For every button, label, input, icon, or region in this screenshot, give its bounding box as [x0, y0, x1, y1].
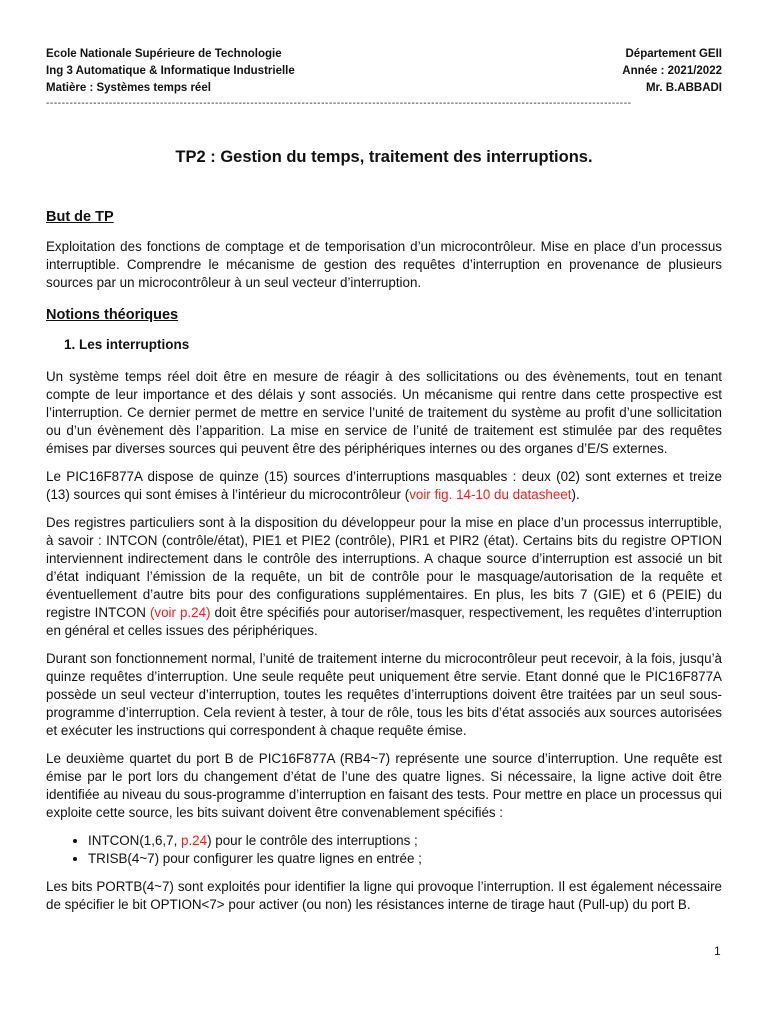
- header-subject: Matière : Systèmes temps réel: [46, 82, 211, 94]
- paragraph-3: [46, 514, 722, 640]
- page-24-reference-link[interactable]: (voir p.24): [149, 605, 211, 620]
- bullet-page-24-reference-link[interactable]: p.24: [181, 833, 208, 848]
- page-number: 1: [714, 944, 721, 958]
- header-left: [46, 46, 295, 97]
- paragraph-but: Exploitation des fonctions de comptage et de temporisation d’un microcontrôleur. Mise en place d’un processus interruptible. Comprendre le mécanisme de gestion des requêtes d’interruption en provenance de plusieurs sources par un microcontrôleur à un seul vecteur d’interruption.: [46, 239, 722, 290]
- header-year: Année : 2021/2022: [622, 65, 722, 77]
- header-author: Mr. B.ABBADI: [645, 82, 722, 94]
- paragraph-5: Le deuxième quartet du port B de PIC16F877A (RB4~7) représente une source d’interruption. Une requête est émise par le port lors du changement d’état de l’une des quatre lignes. Si nécessaire, la ligne active doit être identifiée au niveau du sous-programme d’interruption en faisant des tests. Pour mettre en place un processus qui exploite cette source, les bits suivant doivent être convenablement spécifiés :: [46, 751, 722, 820]
- list-item: [88, 832, 722, 850]
- paragraph-3-text-a: Des registres particuliers sont à la disposition du développeur pour la mise en place d’un processus interruptible, à savoir : INTCON (contrôle/état), PIE1 et PIE2 (contrôle), PIR1 et PIR2 (état). Certains bits du registre OPTION interviennent indirectement dans le contrôle des interruptions. A chaque source d’interruption est associé un bit d’état indiquant l’émission de la requête, un bit de contrôle pour le masquage/autorisation de la requête et éventuellement d’autre bits pour des configurations supplémentaires. En plus, les bits 7 (GIE) et 6 (PEIE) du registre INTCON: [46, 515, 722, 620]
- page-title: TP2 : Gestion du temps, traitement des interruptions.: [175, 148, 593, 166]
- header-school: Ecole Nationale Supérieure de Technologie: [46, 48, 282, 60]
- bullet-1-text-a: INTCON(1,6,7,: [88, 833, 182, 848]
- header-program: Ing 3 Automatique & Informatique Industrielle: [46, 65, 295, 77]
- list-item: • TRISB(4~7) pour configurer les quatre lignes en entrée ;: [88, 850, 722, 868]
- datasheet-reference-link[interactable]: voir fig. 14-10 du datasheet: [409, 487, 572, 502]
- section-heading-but: But de TP: [46, 209, 114, 225]
- document-body: [46, 208, 722, 924]
- bullet-1-text-b: ) pour le contrôle des interruptions ;: [207, 833, 418, 848]
- header-right: [622, 46, 722, 97]
- paragraph-2: [46, 468, 722, 504]
- bullet-list: [46, 832, 722, 868]
- subheading-interruptions: 1. Les interruptions: [64, 337, 190, 352]
- header-separator: -----------------------------------------------------------------------------------------------------------------------------------------------------: [46, 98, 632, 109]
- paragraph-1: Un système temps réel doit être en mesure de réagir à des sollicitations ou des évènements, tout en tenant compte de leur importance et des délais y sont associés. Un mécanisme qui rentre dans cette prospective est l’interruption. Ce dernier permet de mettre en service l’unité de traitement du système au profit d’une sollicitation ou d’un évènement dès l’apparition. La mise en service de l’unité de traitement est stimulée par des requêtes émises par diverses sources qui peuvent être des périphériques internes ou des organes d’E/S externes.: [46, 369, 722, 456]
- paragraph-2-text-b: ).: [571, 487, 580, 502]
- paragraph-4: Durant son fonctionnement normal, l’unité de traitement interne du microcontrôleur peut recevoir, à la fois, jusqu’à quinze requêtes d’interruption. Une seule requête peut uniquement être servie. Etant donné que le PIC16F877A possède un seul vecteur d’interruption, toutes les requêtes d’interruptions doivent être traitées par un seul sous-programme d’interruption. Cela revient à tester, à tour de rôle, tous les bits d’état associés aux sources autorisées et exécuter les instructions qui correspondent à chaque requête émise.: [46, 651, 722, 738]
- page-header: [46, 46, 722, 97]
- paragraph-6: Les bits PORTB(4~7) sont exploités pour identifier la ligne qui provoque l’interruption. Il est également nécessaire de spécifier le bit OPTION<7> pour activer (ou non) les résistances interne de tirage haut (Pull-up) du port B.: [46, 879, 722, 912]
- paragraph-2-text-a: Le PIC16F877A dispose de quinze (15) sources d’interruptions masquables : deux (02) sont externes et treize (13) sources qui sont émises à l’intérieur du microcontrôleur (: [46, 469, 722, 502]
- paragraph-3-text-b: doit être spécifiés pour autoriser/masquer, respectivement, les requêtes d’interruption en général et celles issues des périphériques.: [46, 605, 722, 638]
- section-heading-notions: Notions théoriques: [46, 307, 179, 323]
- header-department: Département GEII: [625, 48, 722, 60]
